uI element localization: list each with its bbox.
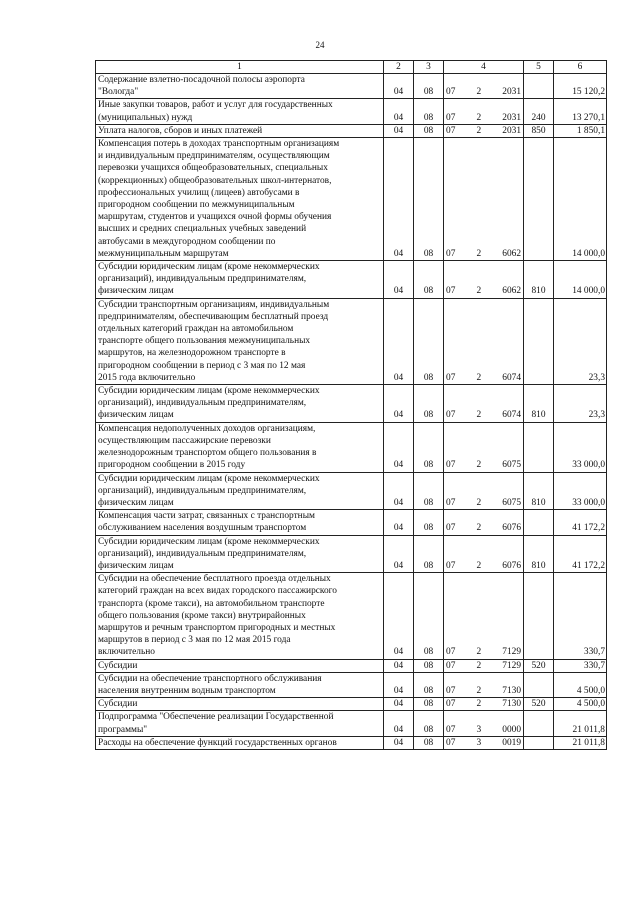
target-article-parts (446, 125, 521, 137)
amount: 13 270,1 (554, 99, 607, 124)
target-article-code (444, 535, 524, 573)
section-code: 04 (384, 138, 414, 261)
target-article-code (444, 138, 524, 261)
target-article-part: 3 (476, 737, 482, 748)
target-article-code (444, 74, 524, 99)
table-row (96, 659, 607, 672)
expense-type-code: 240 (524, 99, 554, 124)
section-code: 04 (384, 261, 414, 299)
header-cell: 2 (384, 61, 414, 74)
table-row (96, 74, 607, 99)
expense-name: Субсидии (96, 698, 384, 711)
target-article-parts (446, 685, 521, 697)
target-article-part: 07 (446, 724, 456, 735)
section-code: 04 (384, 124, 414, 137)
table-row (96, 736, 607, 749)
header-cell: 6 (554, 61, 607, 74)
subsection-code: 08 (414, 672, 444, 697)
header-cell: 5 (524, 61, 554, 74)
target-article-part: 2 (476, 460, 482, 471)
expense-name: Субсидии юридическим лицам (кроме некоммерческих организаций), индивидуальным предпринимателям, физическим лицам (96, 535, 384, 573)
table-row (96, 711, 607, 736)
target-article-code (444, 510, 524, 535)
target-article-parts (446, 698, 521, 710)
subsection-code: 08 (414, 74, 444, 99)
amount: 33 000,0 (554, 422, 607, 472)
target-article-part: 2031 (502, 87, 521, 98)
subsection-code: 08 (414, 261, 444, 299)
target-article-code (444, 261, 524, 299)
expense-name: Подпрограмма "Обеспечение реализации Государственной программы" (96, 711, 384, 736)
target-article-code (444, 124, 524, 137)
expense-name: Субсидии (96, 659, 384, 672)
amount: 23,3 (554, 385, 607, 423)
target-article-part: 6076 (502, 523, 521, 534)
target-article-part: 7130 (502, 699, 521, 710)
target-article-part: 07 (446, 286, 456, 297)
expense-name: Субсидии юридическим лицам (кроме некоммерческих организаций), индивидуальным предпринимателям, физическим лицам (96, 261, 384, 299)
expense-type-code: 810 (524, 535, 554, 573)
target-article-part: 6062 (502, 286, 521, 297)
subsection-code: 08 (414, 385, 444, 423)
header-row (96, 61, 607, 74)
target-article-part: 2 (476, 685, 482, 696)
target-article-part: 7129 (502, 647, 521, 658)
subsection-code: 08 (414, 736, 444, 749)
target-article-parts (446, 522, 521, 534)
expense-name: Субсидии транспортным организациям, индивидуальным предпринимателям, обеспечивающим бесплатный проезд отдельных категорий граждан на автомобильном транспорте общего пользования межмуниципальных маршрутов, на железнодорожном транспорте в пригородном сообщении в период с 3 мая по 12 мая 2015 года включительно (96, 298, 384, 384)
table-row (96, 535, 607, 573)
target-article-part: 6075 (502, 497, 521, 508)
table-row (96, 298, 607, 384)
target-article-part: 2 (476, 523, 482, 534)
target-article-code (444, 711, 524, 736)
header-cell: 3 (414, 61, 444, 74)
target-article-part: 07 (446, 699, 456, 710)
expense-name: Иные закупки товаров, работ и услуг для государственных (муниципальных) нужд (96, 99, 384, 124)
target-article-parts (446, 372, 521, 384)
section-code: 04 (384, 510, 414, 535)
expense-name: Компенсация части затрат, связанных с транспортным обслуживанием населения воздушным транспортом (96, 510, 384, 535)
subsection-code: 08 (414, 711, 444, 736)
expense-name: Содержание взлетно-посадочной полосы аэропорта "Вологда" (96, 74, 384, 99)
target-article-part: 2 (476, 410, 482, 421)
expense-name: Уплата налогов, сборов и иных платежей (96, 124, 384, 137)
expense-name: Расходы на обеспечение функций государственных органов (96, 736, 384, 749)
target-article-part: 2 (476, 497, 482, 508)
target-article-part: 2 (476, 112, 482, 123)
amount: 14 000,0 (554, 261, 607, 299)
expense-type-code (524, 74, 554, 99)
expense-type-code (524, 510, 554, 535)
section-code: 04 (384, 659, 414, 672)
target-article-part: 2 (476, 248, 482, 259)
target-article-part: 2 (476, 372, 482, 383)
amount: 33 000,0 (554, 472, 607, 510)
expense-type-code (524, 573, 554, 659)
target-article-parts (446, 86, 521, 98)
target-article-part: 07 (446, 737, 456, 748)
page-number: 24 (315, 40, 325, 50)
subsection-code: 08 (414, 573, 444, 659)
amount: 23,3 (554, 298, 607, 384)
section-code: 04 (384, 535, 414, 573)
target-article-part: 07 (446, 372, 456, 383)
section-code: 04 (384, 672, 414, 697)
section-code: 04 (384, 711, 414, 736)
amount: 330,7 (554, 659, 607, 672)
target-article-code (444, 385, 524, 423)
target-article-part: 2 (476, 560, 482, 571)
expense-type-code (524, 672, 554, 697)
expense-name: Субсидии на обеспечение транспортного обслуживания населения внутренним водным транспортом (96, 672, 384, 697)
amount: 21 011,8 (554, 711, 607, 736)
amount: 14 000,0 (554, 138, 607, 261)
target-article-parts (446, 459, 521, 471)
expense-type-code: 520 (524, 659, 554, 672)
target-article-part: 2 (476, 87, 482, 98)
budget-table (95, 60, 607, 750)
subsection-code: 08 (414, 510, 444, 535)
target-article-part: 7130 (502, 685, 521, 696)
target-article-code (444, 659, 524, 672)
amount: 21 011,8 (554, 736, 607, 749)
target-article-part: 0000 (502, 724, 521, 735)
target-article-code (444, 736, 524, 749)
expense-type-code (524, 736, 554, 749)
section-code: 04 (384, 422, 414, 472)
expense-type-code: 850 (524, 124, 554, 137)
target-article-part: 07 (446, 497, 456, 508)
subsection-code: 08 (414, 659, 444, 672)
table-row (96, 261, 607, 299)
target-article-part: 07 (446, 647, 456, 658)
target-article-parts (446, 660, 521, 672)
amount: 15 120,2 (554, 74, 607, 99)
expense-type-code: 520 (524, 698, 554, 711)
table-row (96, 510, 607, 535)
target-article-part: 6075 (502, 460, 521, 471)
expense-type-code (524, 138, 554, 261)
table-row (96, 698, 607, 711)
table-row (96, 672, 607, 697)
table-body (96, 74, 607, 750)
target-article-part: 7129 (502, 660, 521, 671)
subsection-code: 08 (414, 698, 444, 711)
amount: 1 850,1 (554, 124, 607, 137)
section-code: 04 (384, 698, 414, 711)
target-article-part: 07 (446, 410, 456, 421)
target-article-code (444, 698, 524, 711)
target-article-part: 07 (446, 248, 456, 259)
target-article-part: 07 (446, 523, 456, 534)
section-code: 04 (384, 736, 414, 749)
target-article-parts (446, 560, 521, 572)
target-article-part: 2 (476, 647, 482, 658)
table-row (96, 138, 607, 261)
expense-name: Субсидии юридическим лицам (кроме некоммерческих организаций), индивидуальным предпринимателям, физическим лицам (96, 385, 384, 423)
section-code: 04 (384, 298, 414, 384)
table-row (96, 422, 607, 472)
target-article-parts (446, 409, 521, 421)
target-article-code (444, 99, 524, 124)
amount: 4 500,0 (554, 698, 607, 711)
target-article-part: 6076 (502, 560, 521, 571)
target-article-part: 2 (476, 660, 482, 671)
target-article-code (444, 298, 524, 384)
header-cell: 4 (444, 61, 524, 74)
target-article-parts (446, 285, 521, 297)
expense-name: Компенсация потерь в доходах транспортным организациям и индивидуальным предпринимателям, осуществляющим перевозки учащихся общеобразовательных, специальных (коррекционных) общеобразовательных школ-интернатов, профессиональных училищ (лицеев) автобусами в пригородном сообщении по межмуниципальным маршрутам, студентов и учащихся очной формы обучения высших и средних специальных учебных заведений автобусами в междугородном сообщении по межмуниципальным маршрутам (96, 138, 384, 261)
expense-type-code (524, 422, 554, 472)
subsection-code: 08 (414, 535, 444, 573)
target-article-part: 3 (476, 724, 482, 735)
target-article-parts (446, 724, 521, 736)
expense-name: Компенсация недополученных доходов организациям, осуществляющим пассажирские перевозки железнодорожным транспортом общего пользования в пригородном сообщении в 2015 году (96, 422, 384, 472)
target-article-part: 2031 (502, 112, 521, 123)
target-article-code (444, 472, 524, 510)
target-article-part: 07 (446, 112, 456, 123)
target-article-part: 07 (446, 87, 456, 98)
target-article-parts (446, 497, 521, 509)
target-article-part: 07 (446, 125, 456, 136)
expense-type-code: 810 (524, 261, 554, 299)
target-article-part: 6074 (502, 372, 521, 383)
target-article-code (444, 573, 524, 659)
table-row (96, 99, 607, 124)
expense-name: Субсидии на обеспечение бесплатного проезда отдельных категорий граждан на всех видах городского пассажирского транспорта (кроме такси), на автомобильном транспорте общего пользования (кроме такси) внутрирайонных маршрутов и речным транспортом пригородных и местных маршрутов в период с 3 мая по 12 мая 2015 года включительно (96, 573, 384, 659)
expense-name: Субсидии юридическим лицам (кроме некоммерческих организаций), индивидуальным предпринимателям, физическим лицам (96, 472, 384, 510)
target-article-parts (446, 248, 521, 260)
table-row (96, 385, 607, 423)
target-article-part: 2031 (502, 125, 521, 136)
target-article-part: 6062 (502, 248, 521, 259)
section-code: 04 (384, 74, 414, 99)
target-article-part: 2 (476, 125, 482, 136)
target-article-part: 07 (446, 460, 456, 471)
subsection-code: 08 (414, 124, 444, 137)
table-row (96, 472, 607, 510)
amount: 4 500,0 (554, 672, 607, 697)
target-article-part: 07 (446, 660, 456, 671)
amount: 41 172,2 (554, 510, 607, 535)
table-row (96, 573, 607, 659)
amount: 330,7 (554, 573, 607, 659)
section-code: 04 (384, 573, 414, 659)
expense-type-code (524, 298, 554, 384)
subsection-code: 08 (414, 138, 444, 261)
subsection-code: 08 (414, 99, 444, 124)
expense-type-code: 810 (524, 385, 554, 423)
subsection-code: 08 (414, 422, 444, 472)
target-article-part: 07 (446, 685, 456, 696)
target-article-part: 6074 (502, 410, 521, 421)
target-article-part: 0019 (502, 737, 521, 748)
expense-type-code (524, 711, 554, 736)
table-row (96, 124, 607, 137)
amount: 41 172,2 (554, 535, 607, 573)
section-code: 04 (384, 472, 414, 510)
subsection-code: 08 (414, 298, 444, 384)
target-article-part: 2 (476, 699, 482, 710)
target-article-part: 07 (446, 560, 456, 571)
target-article-code (444, 422, 524, 472)
target-article-part: 2 (476, 286, 482, 297)
header-cell: 1 (96, 61, 384, 74)
expense-type-code: 810 (524, 472, 554, 510)
target-article-parts (446, 646, 521, 658)
section-code: 04 (384, 385, 414, 423)
section-code: 04 (384, 99, 414, 124)
target-article-parts (446, 112, 521, 124)
target-article-parts (446, 737, 521, 749)
subsection-code: 08 (414, 472, 444, 510)
target-article-code (444, 672, 524, 697)
